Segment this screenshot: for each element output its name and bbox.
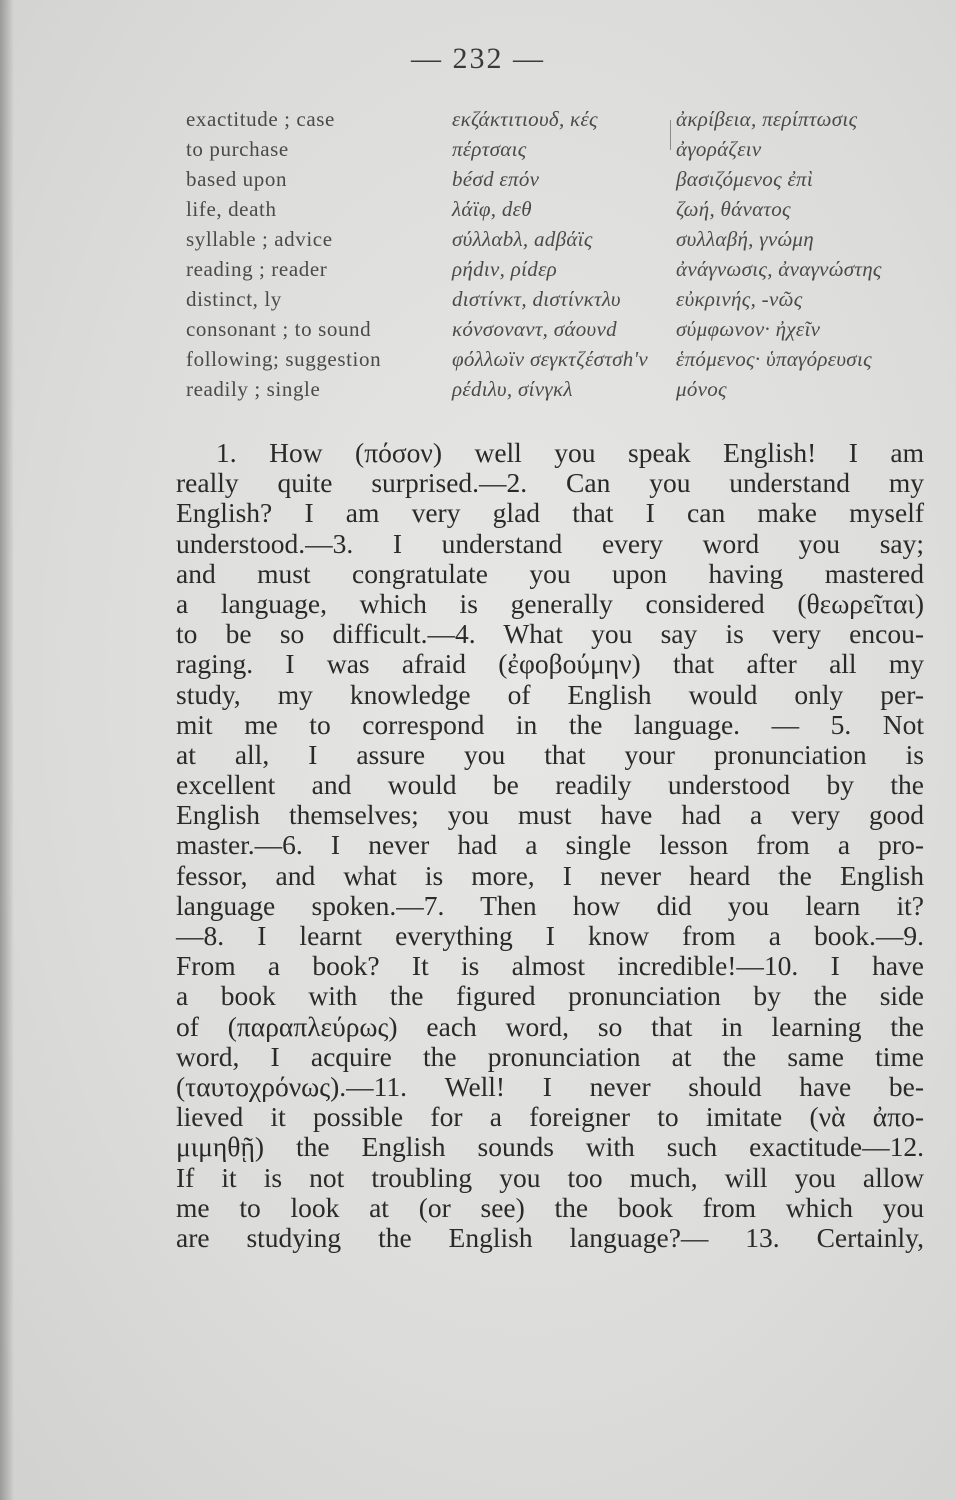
vocab-english: consonant ; to sound <box>186 317 372 341</box>
text-line: master.—6. I never had a single lesson from a pro- <box>176 829 924 861</box>
vocab-english: reading ; reader <box>186 257 328 281</box>
vocabulary-row <box>0 314 956 344</box>
vocab-pronunciation: κόνσοναντ, σάουνd <box>452 317 617 341</box>
vocab-pronunciation: φόλλωϊν σεγκτζέστσh'ν <box>452 347 648 371</box>
text-line: understood.—3. I understand every word you say; <box>176 527 924 559</box>
vocab-greek: ἑπόμενος· ὑπαγόρευσις <box>676 347 872 371</box>
text-line: excellent and would be readily understood by the <box>176 769 924 801</box>
text-line: at all, I assure you that your pronunciation is <box>176 738 924 770</box>
text-line: If it is not troubling you too much, will you allow <box>176 1161 924 1193</box>
text-line: study, my knowledge of English would only per- <box>176 678 924 710</box>
vocab-english: syllable ; advice <box>186 227 333 251</box>
vocab-english: exactitude ; case <box>186 107 335 131</box>
vocab-english: to purchase <box>186 137 289 161</box>
vocab-english: following; suggestion <box>186 347 382 371</box>
text-line: language spoken.—7. Then how did you learn it? <box>176 889 924 921</box>
text-line: From a book? It is almost incredible!—10. I have <box>176 950 924 982</box>
text-line: lieved it possible for a foreigner to imitate (νὰ ἀπο- <box>176 1101 924 1133</box>
vocab-greek: ἀκρίβεια, περίπτωσις <box>676 107 858 131</box>
vocab-pronunciation: béσd επόν <box>452 167 540 191</box>
text-line: —8. I learnt everything I know from a book.—9. <box>176 920 924 951</box>
vocabulary-row <box>0 194 956 224</box>
vocabulary-row <box>0 164 956 194</box>
vocab-english: based upon <box>186 167 288 191</box>
vocabulary-row <box>0 104 956 134</box>
vocab-greek: ἀγοράζειν <box>676 137 762 161</box>
vocab-greek: μόνος <box>676 377 727 401</box>
vocab-pronunciation: πέρτσαις <box>452 137 527 161</box>
text-line: μιμηθῇ) the English sounds with such exactitude—12. <box>176 1131 924 1163</box>
vocab-greek: ἀνάγνωσις, ἀναγνώστης <box>676 257 882 281</box>
text-line: mit me to correspond in the language. — 5. Not <box>176 708 924 740</box>
text-line: 1. How (πόσον) well you speak English! I am <box>216 437 924 468</box>
vocab-pronunciation: σύλλαbλ, adβάϊς <box>452 227 593 251</box>
text-line: fessor, and what is more, I never heard the English <box>176 859 924 891</box>
text-line: English? I am very glad that I can make myself <box>176 497 924 529</box>
vocab-pronunciation: ρέdιλυ, σίνγκλ <box>452 377 573 401</box>
page-number: — 232 — <box>411 42 545 75</box>
text-line: raging. I was afraid (ἐφοβούμην) that after all my <box>176 648 924 680</box>
vocab-english: readily ; single <box>186 377 321 401</box>
text-line: word, I acquire the pronunciation at the same time <box>176 1040 924 1072</box>
vocabulary-row <box>0 344 956 374</box>
vocabulary-row <box>0 254 956 284</box>
text-line: and must congratulate you upon having mastered <box>176 557 924 589</box>
vocab-greek: συλλαβή, γνώμη <box>676 227 814 251</box>
text-line: of (παραπλεύρως) each word, so that in learning the <box>176 1010 924 1042</box>
vocabulary-row <box>0 284 956 314</box>
vocab-greek: ζωή, θάνατος <box>676 197 791 221</box>
text-line: me to look at (or see) the book from which you <box>176 1191 924 1223</box>
vocab-greek: σύμφωνον· ἠχεῖν <box>676 317 821 341</box>
vocabulary-row <box>0 134 956 164</box>
text-line: English themselves; you must have had a very good <box>176 799 924 831</box>
text-line: a book with the figured pronunciation by the side <box>176 980 924 1012</box>
vocab-pronunciation: dιστίνκτ, dιστίνκτλυ <box>452 287 621 311</box>
vocab-greek: βασιζόμενος ἐπὶ <box>676 167 814 191</box>
vocab-english: life, death <box>186 197 277 221</box>
vocabulary-table <box>0 104 956 404</box>
vocab-pronunciation: εκζάκτιτιουδ, κές <box>452 107 598 131</box>
vocabulary-row <box>0 224 956 254</box>
vocab-english: distinct, ly <box>186 287 282 311</box>
vocab-pronunciation: ρήdιν, ρίdερ <box>452 257 558 281</box>
text-line: a language, which is generally considered (θεωρεῖται) <box>176 587 924 619</box>
exercise-paragraph <box>176 438 924 1253</box>
text-line: really quite surprised.—2. Can you understand my <box>176 467 924 499</box>
vocab-pronunciation: λάϊφ, dεθ <box>452 197 532 221</box>
vocabulary-row <box>0 374 956 404</box>
vocab-greek: εὐκρινής, -νῶς <box>676 287 803 311</box>
text-line: to be so difficult.—4. What you say is very encou- <box>176 618 924 650</box>
text-line: (ταυτοχρόνως).—11. Well! I never should have be- <box>176 1070 924 1102</box>
text-line: are studying the English language?— 13. Certainly, <box>176 1221 924 1253</box>
